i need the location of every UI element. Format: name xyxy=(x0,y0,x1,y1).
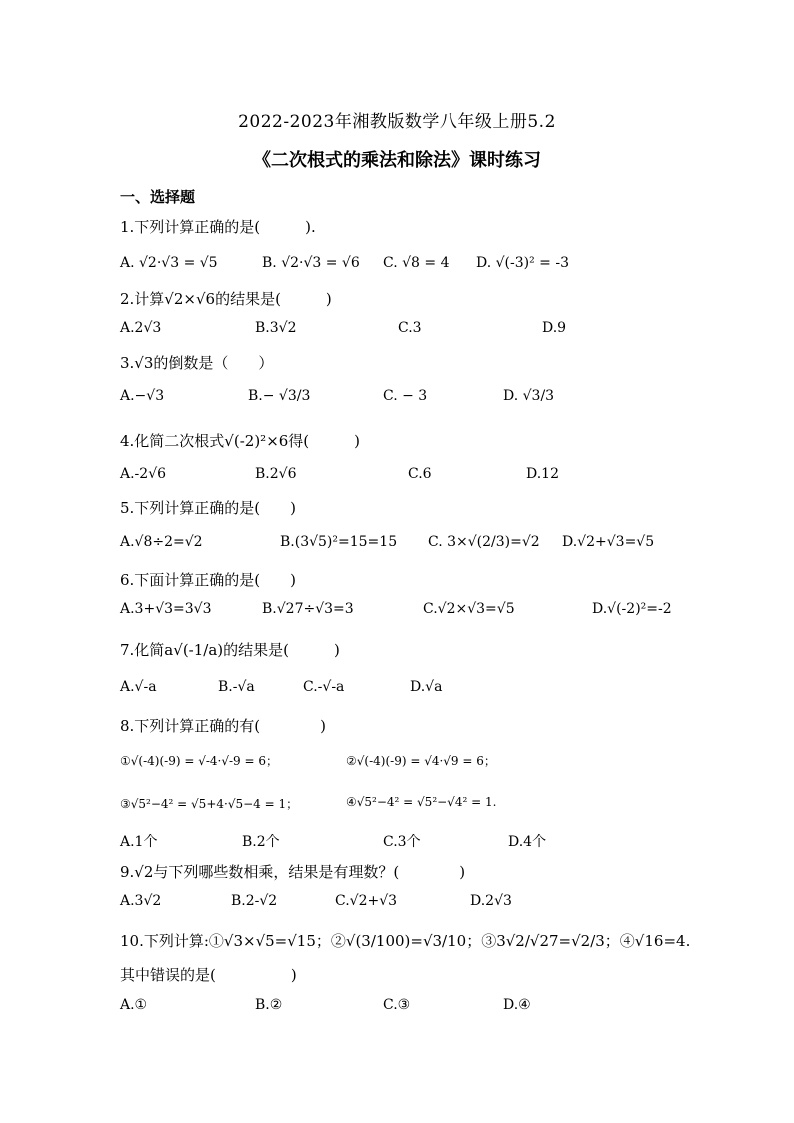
question-4-option-c: C.6 xyxy=(408,466,432,482)
question-6-option-d: D.√(-2)²=-2 xyxy=(592,601,672,617)
question-8-stem: 8.下列计算正确的有( ) xyxy=(120,717,327,735)
question-6-option-a: A.3+√3=3√3 xyxy=(120,601,212,617)
question-4-option-a: A.-2√6 xyxy=(120,466,167,482)
question-8-item-4: ④√5²−4² = √5²−√4² = 1. xyxy=(346,795,497,809)
question-8-item-1: ①√(-4)(-9) = √-4·√-9 = 6； xyxy=(120,754,278,768)
question-8-item-3: ③√5²−4² = √5+4·√5−4 = 1； xyxy=(120,797,299,811)
question-9-option-d: D.2√3 xyxy=(470,893,512,909)
question-3-option-a: A.−√3 xyxy=(120,388,165,404)
question-10-option-d: D.④ xyxy=(503,997,531,1013)
question-7-option-a: A.√-a xyxy=(120,679,157,695)
question-3-option-b: B.− √3/3 xyxy=(248,388,311,404)
question-6-stem: 6.下面计算正确的是( ) xyxy=(120,571,297,589)
question-10-option-b: B.② xyxy=(255,997,283,1013)
question-9-stem: 9.√2与下列哪些数相乘，结果是有理数？( ) xyxy=(120,863,466,881)
question-3-option-c: C. − 3 xyxy=(383,388,428,404)
question-4-option-d: D.12 xyxy=(526,466,559,482)
question-8-option-d: D.4个 xyxy=(508,834,547,850)
question-10-stem-line2: 其中错误的是( ) xyxy=(120,966,297,984)
question-2-option-b: B.3√2 xyxy=(255,320,297,336)
question-8-option-c: C.3个 xyxy=(383,834,421,850)
question-8-option-b: B.2个 xyxy=(242,834,280,850)
question-4-stem: 4.化简二次根式√(-2)²×6得( ) xyxy=(120,432,361,450)
question-7-stem: 7.化简a√(-1/a)的结果是( ) xyxy=(120,641,340,659)
question-2-option-c: C.3 xyxy=(398,320,422,336)
question-2-stem: 2.计算√2×√6的结果是( ) xyxy=(120,290,332,308)
question-9-option-a: A.3√2 xyxy=(120,893,162,909)
question-5-option-b: B.(3√5)²=15=15 xyxy=(280,534,398,550)
question-7-option-d: D.√a xyxy=(410,679,443,695)
question-4-option-b: B.2√6 xyxy=(255,466,297,482)
document-title-line2: 《二次根式的乘法和除法》课时练习 xyxy=(253,150,541,171)
question-1-option-b: B. √2·√3 = √6 xyxy=(262,255,360,271)
question-5-stem: 5.下列计算正确的是( ) xyxy=(120,499,297,517)
question-8-item-2: ②√(-4)(-9) = √4·√9 = 6； xyxy=(346,754,496,768)
question-5-option-a: A.√8÷2=√2 xyxy=(120,534,203,550)
question-6-option-b: B.√27÷√3=3 xyxy=(262,601,354,617)
question-3-option-d: D. √3/3 xyxy=(503,388,555,404)
section-heading: 一、选择题 xyxy=(120,188,196,206)
question-5-option-d: D.√2+√3=√5 xyxy=(562,534,655,550)
question-10-stem: 10.下列计算:①√3×√5=√15；②√(3/100)=√3/10；③3√2/√27=√2/3；④√16=4. xyxy=(120,932,691,950)
question-1-option-a: A. √2·√3 = √5 xyxy=(120,255,218,271)
question-10-option-c: C.③ xyxy=(383,997,411,1013)
question-1-option-c: C. √8 = 4 xyxy=(383,255,450,271)
question-2-option-a: A.2√3 xyxy=(120,320,162,336)
question-10-option-a: A.① xyxy=(120,997,148,1013)
question-7-option-c: C.-√-a xyxy=(303,679,345,695)
question-8-option-a: A.1个 xyxy=(120,834,158,850)
question-5-option-c: C. 3×√(2/3)=√2 xyxy=(428,534,540,550)
question-1-stem: 1.下列计算正确的是( ). xyxy=(120,218,316,236)
question-3-stem: 3.√3的倒数是（ ） xyxy=(120,354,274,372)
question-7-option-b: B.-√a xyxy=(218,679,255,695)
document-title-line1: 2022-2023年湘教版数学八年级上册5.2 xyxy=(238,112,556,132)
question-9-option-b: B.2-√2 xyxy=(231,893,278,909)
question-6-option-c: C.√2×√3=√5 xyxy=(423,601,515,617)
question-2-option-d: D.9 xyxy=(542,320,567,336)
question-9-option-c: C.√2+√3 xyxy=(335,893,398,909)
question-1-option-d: D. √(-3)² = -3 xyxy=(476,255,569,271)
